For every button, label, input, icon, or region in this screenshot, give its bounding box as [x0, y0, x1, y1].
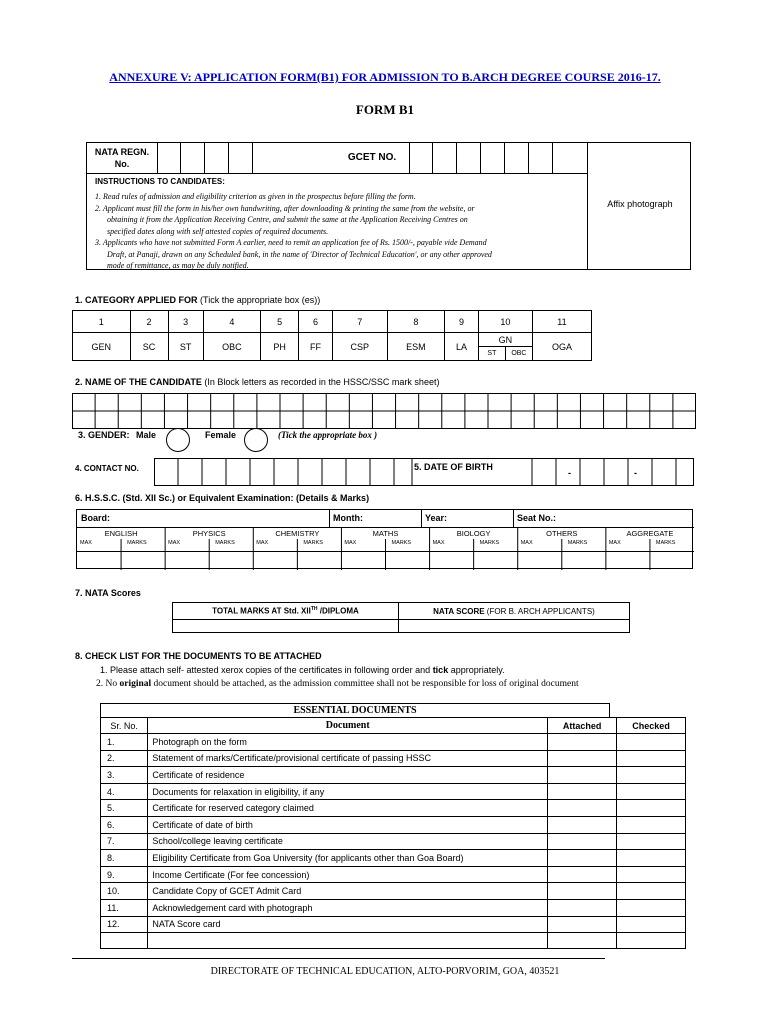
marks-label: MARKS	[567, 540, 588, 546]
category-table: 1 2 3 4 5 6 7 8 9 10 11 GEN SC ST OBC PH FF CSP ESM LA GN OGA ST OBC	[72, 310, 592, 361]
max-label: MAX	[432, 540, 445, 546]
category-sc[interactable]: SC	[130, 333, 168, 361]
checklist-heading: 8. CHECK LIST FOR THE DOCUMENTS TO BE ATTACHED	[75, 651, 322, 661]
doc-checked-cell[interactable]	[617, 833, 686, 850]
doc-name: Eligibility Certificate from Goa University (for applicants other than Goa Board)	[148, 850, 548, 867]
essential-documents-title: ESSENTIAL DOCUMENTS	[100, 703, 610, 717]
category-heading: 1. CATEGORY APPLIED FOR (Tick the appropriate box (es))	[75, 295, 321, 305]
nata-regn-label: NATA REGN. No.	[94, 147, 150, 169]
doc-attached-cell[interactable]	[548, 800, 617, 817]
document-row	[101, 816, 686, 833]
doc-checked-cell[interactable]	[617, 816, 686, 833]
category-gen[interactable]: GEN	[73, 333, 131, 361]
dob-dash-2: -	[634, 468, 637, 478]
max-label: MAX	[608, 540, 621, 546]
doc-attached-cell[interactable]	[548, 816, 617, 833]
affix-photograph: Affix photograph	[607, 199, 673, 209]
doc-sr: 3.	[101, 767, 148, 784]
doc-name: Certificate of residence	[148, 767, 548, 784]
document-row	[101, 783, 686, 800]
document-row-blank	[101, 933, 686, 949]
max-label: MAX	[256, 540, 269, 546]
col-checked: Checked	[617, 718, 686, 734]
doc-sr: 9.	[101, 866, 148, 883]
doc-name: Photograph on the form	[148, 734, 548, 751]
marks-label: MARKS	[655, 540, 676, 546]
doc-name: Certificate of date of birth	[148, 816, 548, 833]
nata-heading: 7. NATA Scores	[75, 588, 141, 598]
doc-name: School/college leaving certificate	[148, 833, 548, 850]
category-gn-st[interactable]: ST	[478, 347, 505, 361]
doc-name: Documents for relaxation in eligibility, if any	[148, 783, 548, 800]
doc-sr: 11.	[101, 899, 148, 916]
total-marks-value[interactable]	[173, 620, 399, 633]
nata-table	[172, 602, 630, 633]
page-title: ANNEXURE V: APPLICATION FORM(B1) FOR ADMISSION TO B.ARCH DEGREE COURSE 2016-17.	[109, 70, 661, 84]
document-row	[101, 800, 686, 817]
category-ph[interactable]: PH	[261, 333, 299, 361]
doc-checked-cell[interactable]	[617, 734, 686, 751]
doc-checked-cell[interactable]	[617, 883, 686, 900]
doc-checked-cell[interactable]	[617, 916, 686, 933]
doc-attached-cell[interactable]	[548, 767, 617, 784]
category-esm[interactable]: ESM	[387, 333, 445, 361]
top-box	[86, 142, 691, 270]
col-sr-no: Sr. No.	[101, 718, 148, 734]
document-row	[101, 750, 686, 767]
doc-checked-cell[interactable]	[617, 899, 686, 916]
doc-sr: 10.	[101, 883, 148, 900]
document-row	[101, 916, 686, 933]
doc-name: NATA Score card	[148, 916, 548, 933]
max-label: MAX	[520, 540, 533, 546]
document-row	[101, 767, 686, 784]
doc-attached-cell[interactable]	[548, 850, 617, 867]
doc-attached-cell[interactable]	[548, 883, 617, 900]
doc-sr: 6.	[101, 816, 148, 833]
document-row	[101, 833, 686, 850]
doc-attached-cell[interactable]	[548, 750, 617, 767]
subject-label: ENGLISH	[104, 529, 138, 538]
marks-label: MARKS	[303, 540, 323, 546]
col-attached: Attached	[548, 718, 617, 734]
document-row	[101, 866, 686, 883]
gcet-no-label: GCET NO.	[347, 152, 397, 163]
doc-sr: 4.	[101, 783, 148, 800]
doc-name: Acknowledgement card with photograph	[148, 899, 548, 916]
gender-heading: 3. GENDER: Male	[78, 430, 157, 440]
dob-label: 5. DATE OF BIRTH	[414, 462, 493, 472]
doc-attached-cell[interactable]	[548, 833, 617, 850]
doc-attached-cell[interactable]	[548, 734, 617, 751]
footer-address: DIRECTORATE OF TECHNICAL EDUCATION, ALTO-PORVORIM, GOA, 403521	[210, 966, 560, 977]
doc-name: Income Certificate (For fee concession)	[148, 866, 548, 883]
footer-rule	[72, 958, 605, 959]
doc-sr: 12.	[101, 916, 148, 933]
subject-label: CHEMISTRY	[275, 529, 320, 538]
max-label: MAX	[80, 540, 92, 546]
name-heading: 2. NAME OF THE CANDIDATE (In Block letters as recorded in the HSSC/SSC mark sheet)	[75, 377, 440, 387]
doc-checked-cell[interactable]	[617, 800, 686, 817]
category-gn: GN	[478, 333, 532, 347]
subject-label: AGGREGATE	[626, 529, 674, 538]
doc-sr: 2.	[101, 750, 148, 767]
subject-label: OTHERS	[546, 529, 578, 538]
subject-label: BIOLOGY	[456, 529, 491, 538]
doc-name: Certificate for reserved category claimed	[148, 800, 548, 817]
doc-attached-cell[interactable]	[548, 899, 617, 916]
doc-sr: 5.	[101, 800, 148, 817]
instructions-heading: INSTRUCTIONS TO CANDIDATES:	[95, 177, 225, 186]
marks-label: MARKS	[479, 540, 500, 546]
nata-score-label: NATA SCORE (FOR B. ARCH APPLICANTS)	[399, 603, 630, 620]
contact-heading: 4. CONTACT NO.	[75, 464, 139, 473]
doc-attached-cell[interactable]	[548, 866, 617, 883]
hssc-table: Board: Month: Year: Seat No.: ENGLISH MAX MARKS PHYSICS MAX MARKS CHEMISTRY MAX MARKS MATHS MAX MARKS BIOLOGY MAX MARKS OTHERS MAX MARKS AGGREGATE MAX MARKS	[76, 509, 693, 569]
category-obc[interactable]: OBC	[203, 333, 261, 361]
document-row	[101, 899, 686, 916]
checklist-point-1: 1. Please attach self- attested xerox copies of the certificates in following order and tick appropriately.	[100, 665, 505, 675]
doc-sr: 7.	[101, 833, 148, 850]
doc-name: Statement of marks/Certificate/provisional certificate of passing HSSC	[148, 750, 548, 767]
documents-table	[100, 717, 686, 949]
gender-female-label: Female	[205, 430, 237, 440]
doc-checked-cell[interactable]	[617, 850, 686, 867]
doc-checked-cell[interactable]	[617, 750, 686, 767]
marks-label: MARKS	[391, 540, 412, 546]
subject-label: MATHS	[372, 529, 399, 538]
gender-note: (Tick the appropriate box )	[278, 430, 378, 440]
subject-label: PHYSICS	[192, 529, 226, 538]
hssc-heading: 6. H.S.S.C. (Std. XII Sc.) or Equivalent Examination: (Details & Marks)	[75, 493, 370, 503]
doc-name: Candidate Copy of GCET Admit Card	[148, 883, 548, 900]
dob-dash-1: -	[568, 468, 571, 478]
category-oga[interactable]: OGA	[532, 333, 591, 361]
total-marks-label: TOTAL MARKS AT Std. XIITH /DIPLOMA	[173, 603, 399, 620]
nata-score-value[interactable]	[399, 620, 630, 633]
doc-attached-cell[interactable]	[548, 916, 617, 933]
col-document: Document	[148, 718, 548, 734]
instructions-list: 1. Read rules of admission and eligibility criterion as given in the prospectus before filling the form. 2. Applicant must fill the form in his/her own handwriting, after downloading & printing the same from the website, or obtaining it from the Application Receiving Centre, and submit the same at the Application Receiving Centres on specified dates along with self attested copies of required documents. 3. Applicants who have not submitted Form A earlier, need to remit an application fee of Rs. 1500/-, payable vide Demand Draft, at Panaji, drawn on any Scheduled bank, in the name of 'Director of Technical Education', or any other approved mode of remittance, as may be duly notified.	[95, 192, 492, 270]
doc-attached-cell[interactable]	[548, 783, 617, 800]
name-boxes[interactable]	[72, 393, 696, 429]
max-label: MAX	[168, 540, 181, 546]
category-la[interactable]: LA	[445, 333, 479, 361]
marks-label: MARKS	[127, 540, 147, 546]
marks-label: MARKS	[215, 540, 235, 546]
gender-female-circle[interactable]	[244, 428, 268, 452]
doc-checked-cell[interactable]	[617, 866, 686, 883]
doc-checked-cell[interactable]	[617, 783, 686, 800]
document-row	[101, 883, 686, 900]
category-st[interactable]: ST	[168, 333, 203, 361]
document-row	[101, 734, 686, 751]
doc-sr: 8.	[101, 850, 148, 867]
form-name: FORM B1	[355, 102, 415, 117]
category-csp[interactable]: CSP	[332, 333, 387, 361]
doc-sr: 1.	[101, 734, 148, 751]
max-label: MAX	[344, 540, 357, 546]
document-row	[101, 850, 686, 867]
gender-male-circle[interactable]	[166, 428, 190, 452]
checklist-point-2: 2. No original document should be attached, as the admission committee shall not be responsible for loss of original document	[96, 679, 579, 689]
category-ff[interactable]: FF	[299, 333, 333, 361]
category-gn-obc[interactable]: OBC	[505, 347, 532, 361]
doc-checked-cell[interactable]	[617, 767, 686, 784]
